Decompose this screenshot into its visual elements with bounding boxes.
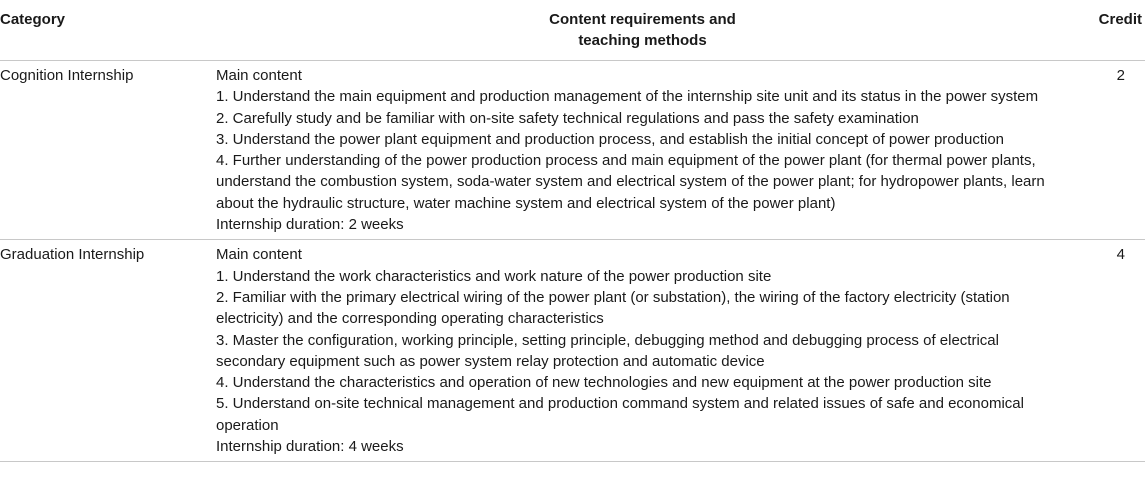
table-body [0,61,1145,462]
content-line: Main content [216,67,302,84]
content-line: 1. Understand the main equipment and production management of the internship site unit and its status in the power system [216,88,1039,106]
content-line: 2. Carefully study and be familiar with on-site safety technical regulations and pass the safety examination [216,109,919,127]
content-line: Main content [216,246,302,264]
table-row-cognition [0,61,1145,240]
content-line: 1. Understand the work characteristics and work nature of the power production site [216,267,772,285]
content-line: 4. Understand the characteristics and operation of new technologies and new equipment at the power production site [216,374,992,392]
table-header [0,0,1145,61]
header-content [215,0,1070,61]
header-row [0,0,1145,61]
row-content [215,240,1070,462]
content-line: 4. Further understanding of the power production process and main equipment of the power plant (for thermal power plants, understand the combustion system, soda-water system and electrical system of the power plant; for hydropower plants, learn about the hydraulic structure, water machine system and electrical system of the power plant) [216,152,1045,212]
header-content-line-2: teaching methods [578,32,707,49]
content-line: 2. Familiar with the primary electrical wiring of the power plant (or substation), the wiring of the factory electricity (station electricity) and the corresponding operating characteristics [216,288,1010,328]
content-line: 3. Master the configuration, working principle, setting principle, debugging method and debugging process of electrical secondary equipment such as power system relay protection and automatic device [216,331,999,370]
row-category: Graduation Internship [0,240,215,462]
row-content [215,61,1070,240]
content-line: 3. Understand the power plant equipment and production process, and establish the initial concept of power production [216,130,1004,148]
row-credit: 2 [1070,61,1145,240]
header-content-line-1: Content requirements and [549,11,736,28]
header-category: Category [0,0,215,61]
content-line: 5. Understand on-site technical management and production command system and related issues of safe and economical operation [216,395,1024,434]
content-line: Internship duration: 2 weeks [216,216,404,234]
row-credit: 4 [1070,240,1145,462]
content-line: Internship duration: 4 weeks [216,438,404,456]
row-category: Cognition Internship [0,61,215,240]
table-row-graduation [0,240,1145,462]
header-credit: Credit [1070,0,1145,61]
